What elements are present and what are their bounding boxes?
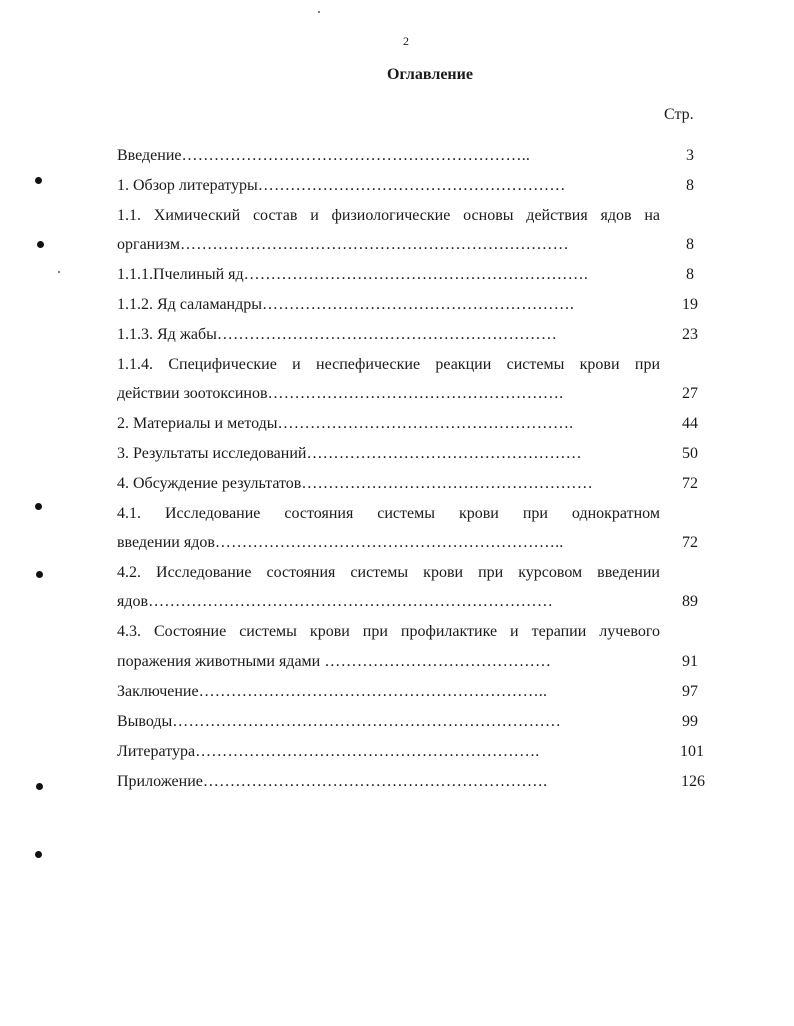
toc-entry-first-line: 4.2. Исследование состояния системы крови при курсовом введении [117,564,660,581]
toc-leader-dots: …………………………………… [320,653,552,670]
toc-entry [117,235,569,255]
toc-entry-page: 126 [681,773,705,790]
toc-entry-page: 72 [682,475,698,492]
toc-entry-page: 8 [686,236,694,253]
toc-entry-label: 1.1.1.Пчелиный яд [117,266,244,283]
toc-entry-label: Введение [117,147,182,164]
toc-leader-dots: ………………………………………………. [277,415,574,432]
toc-entry-page: 101 [680,743,704,760]
toc-leader-dots: ………………………………………………………. [243,266,589,283]
toc-entry-page: 23 [682,326,698,343]
toc-entry [117,176,566,196]
toc-entry-label: 3. Результаты исследований [117,445,307,462]
toc-entry [117,146,530,166]
toc-entry [117,742,539,762]
toc-entry-page: 27 [682,385,698,402]
scan-mark [35,177,42,184]
toc-entry [117,533,564,553]
toc-leader-dots: …………………………………………………. [262,296,575,313]
toc-leader-dots: ………………………………………………………. [202,773,548,790]
toc-entry-label: введении ядов [117,534,215,551]
toc-entry [117,444,582,464]
toc-leader-dots: ……………………………………………………… [216,326,558,343]
toc-leader-dots: ……………………………………………………….. [214,534,564,551]
scan-mark [36,571,43,578]
toc-leader-dots: ……………………………………………………………… [172,713,562,730]
toc-entry-page: 44 [682,415,698,432]
toc-entry-label: 1.1.2. Яд саламандры [117,296,263,313]
toc-entry-page: 8 [686,266,694,283]
page-column-header: Стр. [664,106,694,123]
toc-leader-dots: ………………………………………………. [267,385,564,402]
toc-entry [117,474,593,494]
toc-entry-first-line: 1.1.4. Специфические и неспефические реакции системы крови при [117,356,660,373]
toc-entry-label: действии зоотоксинов [117,385,268,402]
toc-entry-page: 50 [682,445,698,462]
toc-entry-first-line: 1.1. Химический состав и физиологические основы действия ядов на [117,207,660,224]
toc-entry [117,295,574,315]
toc-entry-label: 4. Обсуждение результатов [117,475,302,492]
toc-leader-dots: ……………………………………………………………… [180,236,569,253]
toc-entry-label: 1. Обзор литературы [117,177,258,194]
toc-entry-page: 19 [682,296,698,313]
toc-entry-page: 89 [682,593,698,610]
toc-entry [117,682,547,702]
toc-leader-dots: ……………………………………………………….. [198,683,548,700]
scan-mark [36,783,43,790]
scan-mark [35,851,42,858]
toc-entry [117,325,557,345]
toc-entry-first-line: 4.1. Исследование состояния системы крови при однократном [117,505,660,522]
toc-entry-page: 91 [682,653,698,670]
toc-leader-dots: …………………………………………… [306,445,582,462]
toc-leader-dots: ……………………………………………………….. [181,147,531,164]
toc-entry-page: 97 [682,683,698,700]
toc-entry-label: Литература [117,743,196,760]
toc-entry-label: Приложение [117,773,203,790]
toc-entry [117,265,588,285]
scan-mark [37,241,44,248]
toc-leader-dots: ……………………………………………… [301,475,593,492]
toc-entry-label: Выводы [117,713,173,730]
toc-entry [117,414,573,434]
toc-entry [117,592,553,612]
toc-entry-first-line: 4.3. Состояние системы крови при профилактике и терапии лучевого [117,623,660,640]
toc-entry-label: поражения животными ядами [117,653,321,670]
scan-mark [35,503,42,510]
toc-entry [117,652,551,672]
toc-leader-dots: ………………………………………………………………… [148,593,554,610]
scan-speck [58,271,60,273]
toc-entry-label: Заключение [117,683,199,700]
toc-leader-dots: ………………………………………………………. [195,743,540,760]
toc-entry-label: ядов [117,593,149,610]
page-number: 2 [403,34,409,48]
toc-entry-label: 1.1.3. Яд жабы [117,326,217,343]
toc-entry-page: 99 [682,713,698,730]
toc-entry [117,772,547,792]
toc-entry [117,384,563,404]
toc-entry-page: 72 [682,534,698,551]
document-title: Оглавление [387,66,473,83]
toc-entry-label: организм [117,236,181,253]
toc-entry-label: 2. Материалы и методы [117,415,278,432]
scan-speck [318,11,320,13]
toc-entry [117,712,561,732]
toc-entry-page: 8 [686,177,694,194]
toc-leader-dots: ………………………………………………… [257,177,566,194]
toc-entry-page: 3 [686,147,694,164]
